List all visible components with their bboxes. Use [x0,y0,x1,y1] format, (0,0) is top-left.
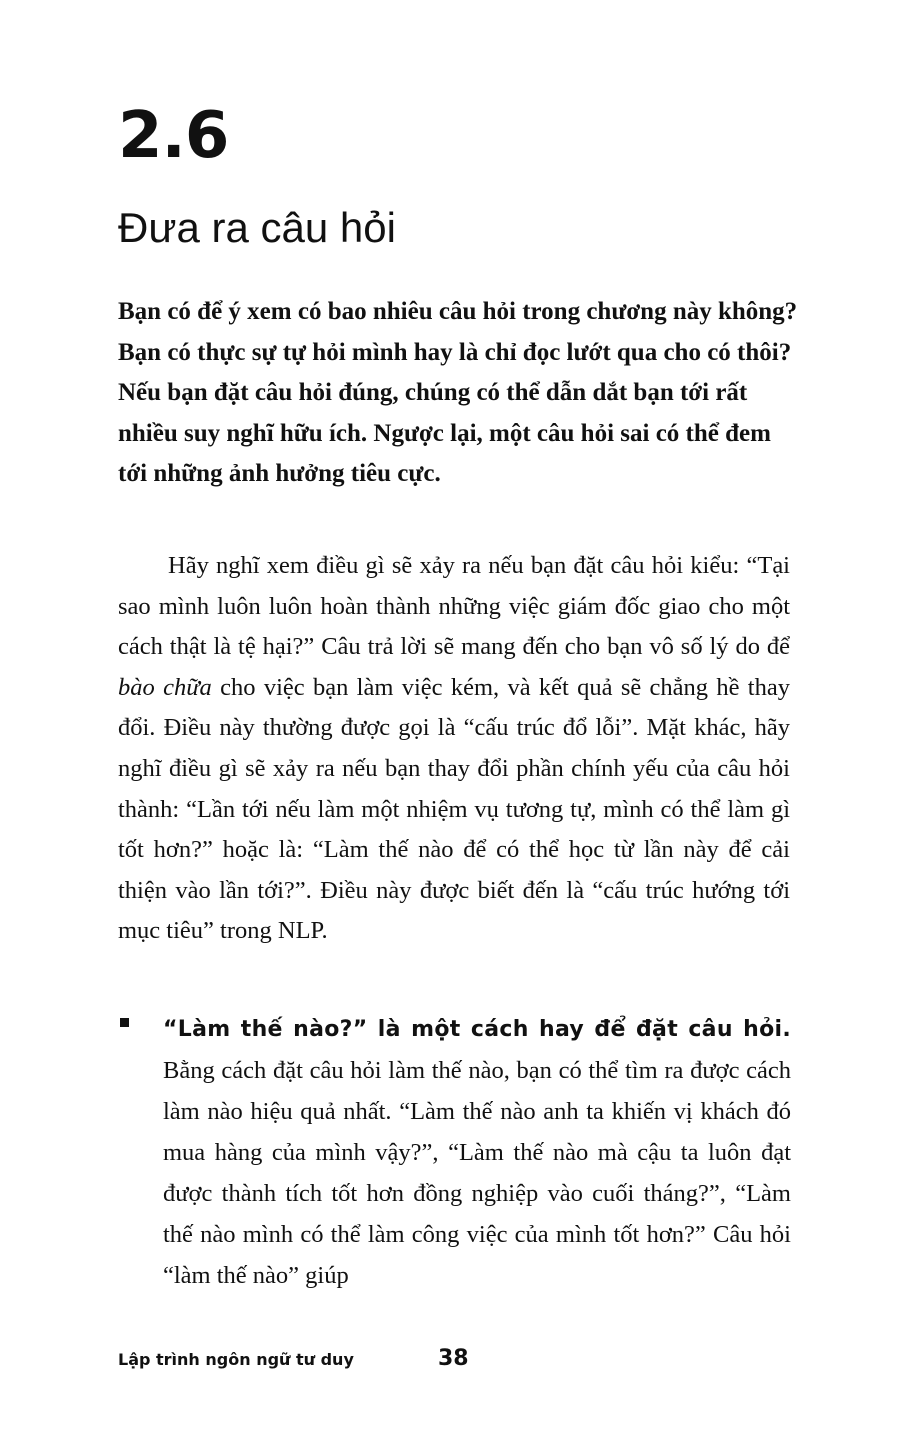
page-number: 38 [438,1346,469,1371]
intro-paragraph: Bạn có để ý xem có bao nhiêu câu hỏi trong chương này không? Bạn có thực sự tự hỏi mình hay là chỉ đọc lướt qua cho có thôi? Nếu bạn đặt câu hỏi đúng, chúng có thể dẫn dắt bạn tới rất nhiều suy nghĩ hữu ích. Ngược lại, một câu hỏi sai có thể đem tới những ảnh hưởng tiêu cực. [118,298,798,487]
body-text-part1: Hãy nghĩ xem điều gì sẽ xảy ra nếu bạn đặt câu hỏi kiểu: “Tại sao mình luôn luôn hoàn thành những việc giám đốc giao cho một cách thật là tệ hại?” Câu trả lời sẽ mang đến cho bạn vô số lý do để [118,552,790,661]
bullet-lead: “Làm thế nào?” là một cách hay để đặt câu hỏi. [163,1017,791,1042]
body-text-part2: cho việc bạn làm việc kém, và kết quả sẽ chẳng hề thay đổi. Điều này thường được gọi là “cấu trúc đổ lỗi”. Mặt khác, hãy nghĩ điều gì sẽ xảy ra nếu bạn thay đổi phần chính yếu của câu hỏi thành: “Lần tới nếu làm một nhiệm vụ tương tự, mình có thể làm gì tốt hơn?” hoặc là: “Làm thế nào để có thể học từ lần này để cải thiện vào lần tới?”. Điều này được biết đến là “cấu trúc hướng tới mục tiêu” trong NLP. [118,673,790,945]
page-footer [118,1346,718,1376]
bullet-body: Bằng cách đặt câu hỏi làm thế nào, bạn có thể tìm ra được cách làm nào hiệu quả nhất. “Làm thế nào anh ta khiến vị khách đó mua hàng của mình vậy?”, “Làm thế nào mà cậu ta luôn đạt được thành tích tốt hơn đồng nghiệp vào cuối tháng?”, “Làm thế nào mình có thể làm công việc của mình tốt hơn?” Câu hỏi “làm thế nào” giúp [163,1057,791,1289]
chapter-title: Đưa ra câu hỏi [118,204,396,251]
footer-book-title: Lập trình ngôn ngữ tư duy [118,1350,354,1369]
bullet-item [163,1008,791,1296]
chapter-number: 2.6 [118,99,229,173]
body-paragraph [118,546,790,952]
square-bullet-icon [120,1018,129,1027]
body-text-emphasis: bào chữa [118,673,212,701]
